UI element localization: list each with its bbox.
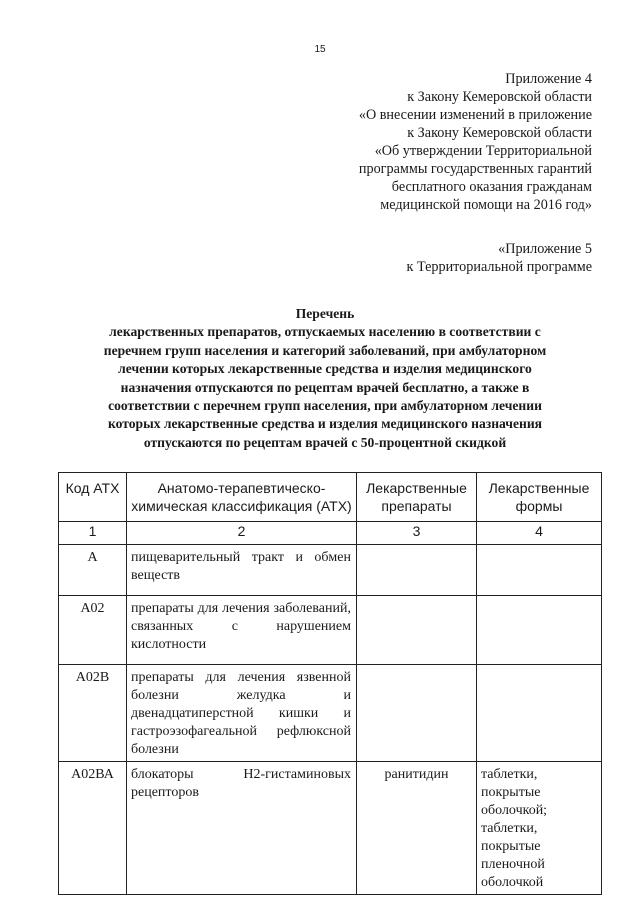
classification-cell: препараты для лечения язвенной болезни желудка и двенадцатиперстной кишки и гастроэзофагеальной рефлюксной болезни: [127, 665, 357, 762]
appendix-line: к Закону Кемеровской области: [407, 89, 592, 105]
appendix-line: Приложение 4: [505, 71, 592, 87]
appendix-line: программы государственных гарантий: [358, 161, 592, 177]
column-number: 3: [357, 522, 477, 545]
table-header-row: [59, 473, 602, 522]
heading-line: лекарственных препаратов, отпускаемых населению в соответствии с: [109, 324, 541, 340]
appendix-line: «Приложение 5: [498, 241, 592, 257]
dosage-form-cell: таблетки, покрытые оболочкой; таблетки, покрытые пленочной оболочкой: [477, 762, 602, 895]
table-row: [59, 762, 602, 895]
appendix-line: к Закону Кемеровской области: [407, 125, 592, 141]
appendix-line: бесплатного оказания гражданам: [391, 179, 592, 195]
dosage-form-cell: [477, 665, 602, 762]
table-header-cell: Лекарственные препараты: [357, 473, 477, 522]
drug-cell: ранитидин: [357, 762, 477, 895]
column-number: 1: [59, 522, 127, 545]
table-row: [59, 596, 602, 665]
table-header-cell: Лекарственные формы: [477, 473, 602, 522]
table-row: [59, 665, 602, 762]
column-number: 2: [127, 522, 357, 545]
table-header-cell: Код АТХ: [59, 473, 127, 522]
atx-code-cell: А02ВА: [59, 762, 127, 895]
drug-list-table: [58, 472, 602, 895]
column-number: 4: [477, 522, 602, 545]
document-heading: [60, 305, 590, 452]
table-header-cell: Анатомо-терапевтическо-химическая классификация (АТХ): [127, 473, 357, 522]
heading-line: назначения отпускаются по рецептам врачей бесплатно, а также в: [120, 379, 530, 395]
appendix-line: к Территориальной программе: [406, 259, 592, 275]
atx-code-cell: А02: [59, 596, 127, 665]
dosage-form-cell: [477, 545, 602, 596]
classification-cell: пищеварительный тракт и обмен веществ: [127, 545, 357, 596]
drug-cell: [357, 665, 477, 762]
heading-line: лечении которых лекарственные средства и изделия медицинского: [118, 361, 532, 377]
sub-appendix-reference: [407, 240, 592, 276]
page-number: 15: [314, 44, 326, 55]
table-row: [59, 545, 602, 596]
heading-line: отпускаются по рецептам врачей с 50-процентной скидкой: [143, 434, 507, 450]
classification-cell: блокаторы Н2-гистаминовых рецепторов: [127, 762, 357, 895]
atx-code-cell: А02В: [59, 665, 127, 762]
appendix-line: «Об утверждении Территориальной: [374, 143, 592, 159]
dosage-form-cell: [477, 596, 602, 665]
appendix-reference: [359, 70, 592, 214]
heading-line: перечнем групп населения и категорий заболеваний, при амбулаторном: [103, 342, 547, 358]
drug-cell: [357, 545, 477, 596]
atx-code-cell: А: [59, 545, 127, 596]
heading-line: которых лекарственные средства и изделия медицинского назначения: [107, 416, 543, 432]
appendix-line: медицинской помощи на 2016 год»: [380, 197, 592, 213]
drug-cell: [357, 596, 477, 665]
appendix-line: «О внесении изменений в приложение: [358, 107, 592, 123]
heading-line: соответствии с перечнем групп населения, при амбулаторном лечении: [108, 398, 542, 414]
classification-cell: препараты для лечения заболеваний, связанных с нарушением кислотности: [127, 596, 357, 665]
heading-title: Перечень: [295, 306, 355, 321]
column-number-row: [59, 522, 602, 545]
